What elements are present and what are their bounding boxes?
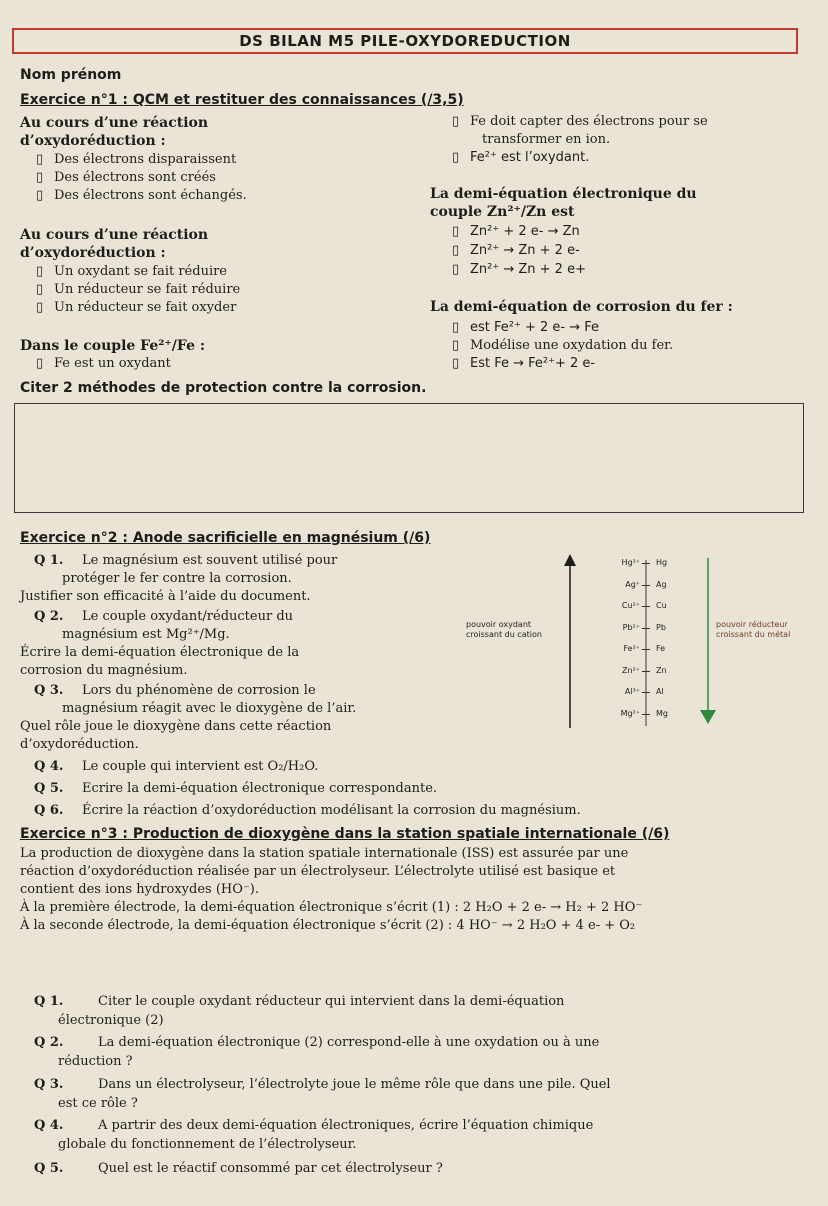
page-title: DS BILAN M5 PILE-OXYDOREDUCTION: [12, 28, 798, 54]
ex3-q3-line-1: Q 3. Dans un électrolyseur, l’électrolyte joue le même rôle que dans une pile. Quel: [34, 1077, 611, 1092]
ex1-q4-stem-1: La demi-équation électronique du: [430, 186, 697, 202]
ex2-q2-line-3: Écrire la demi-équation électronique de la: [20, 645, 300, 660]
ex1-q2-option[interactable]: ▯ Un oxydant se fait réduire: [36, 264, 228, 279]
ex3-intro-line: réaction d’oxydoréduction réalisée par un électrolyseur. L’électrolyte utilisé est basique et: [20, 864, 616, 879]
scale-oxidant: Al³⁺: [624, 687, 640, 696]
scale-right-label-2: croissant du métal: [716, 630, 791, 639]
scale-tick: [642, 563, 650, 564]
scale-oxidant: Zn²⁺: [622, 665, 640, 675]
checkbox-icon[interactable]: ▯: [36, 282, 44, 297]
ex2-q1-line-1: Q 1. Le magnésium est souvent utilisé pour: [34, 553, 338, 568]
scale-oxidant: Fe²⁺: [623, 644, 640, 653]
checkbox-icon[interactable]: ▯: [452, 338, 460, 353]
scale-reducer: Cu: [656, 601, 667, 610]
ex3-q1-line-1: Q 1. Citer le couple oxydant réducteur qui intervient dans la demi-équation: [34, 994, 565, 1009]
scale-tick: [642, 714, 650, 715]
scale-oxidant: Ag⁺: [625, 579, 640, 589]
ex1-title: Exercice n°1 : QCM et restituer des connaissances (/3,5): [20, 92, 464, 108]
ex3-intro-line: À la première électrode, la demi-équation électronique s’écrit (1) : 2 H₂O + 2 e- → H₂ + 2 HO⁻: [20, 900, 643, 915]
ex1-q1-stem-2: d’oxydoréduction :: [20, 133, 166, 149]
checkbox-icon[interactable]: ▯: [36, 170, 44, 185]
ex1-q1-option[interactable]: ▯ Des électrons disparaissent: [36, 152, 237, 167]
ex3-q2-line-1: Q 2. La demi-équation électronique (2) correspond-elle à une oxydation ou à une: [34, 1035, 600, 1050]
scale-tick: [642, 649, 650, 650]
ex3-intro-line: La production de dioxygène dans la station spatiale internationale (ISS) est assurée par une: [20, 846, 629, 861]
ex1-q4-stem-2: couple Zn²⁺/Zn est: [430, 204, 575, 220]
ex1-q2-option[interactable]: ▯ Un réducteur se fait réduire: [36, 282, 241, 297]
checkbox-icon[interactable]: ▯: [452, 262, 460, 277]
ex1-q3-option[interactable]: ▯ Fe²⁺ est l’oxydant.: [452, 150, 590, 165]
checkbox-icon[interactable]: ▯: [36, 188, 44, 203]
ex2-q2-line-4: corrosion du magnésium.: [20, 663, 188, 678]
ex2-q6: Q 6. Écrire la réaction d’oxydoréduction modélisant la corrosion du magnésium.: [34, 803, 581, 818]
ex2-q5: Q 5. Ecrire la demi-équation électronique correspondante.: [34, 781, 438, 796]
ex3-q1-line-2: électronique (2): [58, 1013, 164, 1028]
ex1-q2-stem-1: Au cours d’une réaction: [20, 227, 209, 243]
name-label: Nom prénom: [20, 67, 122, 83]
ex1-q5-option[interactable]: ▯ est Fe²⁺ + 2 e- → Fe: [452, 320, 600, 335]
scale-reducer: Fe: [656, 644, 666, 653]
ex1-q4-option[interactable]: ▯ Zn²⁺ + 2 e- → Zn: [452, 224, 580, 239]
ex3-intro-line: contient des ions hydroxydes (HO⁻).: [20, 882, 259, 897]
scale-left-label-1: pouvoir oxydant: [466, 620, 532, 629]
ex2-q3-line-1: Q 3. Lors du phénomène de corrosion le: [34, 683, 316, 698]
checkbox-icon[interactable]: ▯: [452, 150, 460, 165]
scale-left-label-2: croissant du cation: [466, 630, 542, 639]
checkbox-icon[interactable]: ▯: [36, 264, 44, 279]
ex2-q1-line-3: Justifier son efficacité à l’aide du document.: [20, 589, 311, 604]
checkbox-icon[interactable]: ▯: [36, 300, 44, 315]
scale-right-label-1: pouvoir réducteur: [716, 620, 788, 629]
checkbox-icon[interactable]: ▯: [36, 152, 44, 167]
ex2-q2-line-1: Q 2. Le couple oxydant/réducteur du: [34, 609, 294, 624]
ex1-q1-option[interactable]: ▯ Des électrons sont créés: [36, 170, 216, 185]
ex1-q5-option[interactable]: ▯ Modélise une oxydation du fer.: [452, 338, 674, 353]
redox-scale-graphic: [560, 552, 740, 732]
checkbox-icon[interactable]: ▯: [36, 356, 44, 371]
checkbox-icon[interactable]: ▯: [452, 356, 460, 371]
ex2-q3-line-3: Quel rôle joue le dioxygène dans cette réaction: [20, 719, 332, 734]
ex1-q4-option[interactable]: ▯ Zn²⁺ → Zn + 2 e+: [452, 262, 586, 277]
ex1-protection-question: Citer 2 méthodes de protection contre la corrosion.: [20, 380, 427, 396]
scale-reducer: Al: [656, 687, 664, 696]
ex1-q1-option[interactable]: ▯ Des électrons sont échangés.: [36, 188, 247, 203]
ex1-q3-option-cont: transformer en ion.: [482, 132, 611, 147]
ex1-q3-stem: Dans le couple Fe²⁺/Fe :: [20, 338, 206, 354]
ex2-q3-line-4: d’oxydoréduction.: [20, 737, 139, 752]
ex2-q4: Q 4. Le couple qui intervient est O₂/H₂O.: [34, 759, 319, 774]
ex3-q3-line-2: est ce rôle ?: [58, 1096, 138, 1111]
ex3-q4-line-1: Q 4. A partrir des deux demi-équation électroniques, écrire l’équation chimique: [34, 1118, 594, 1133]
scale-tick: [642, 628, 650, 629]
ex2-q3-line-2: magnésium réagit avec le dioxygène de l’air.: [62, 701, 357, 716]
scale-reducer: Mg: [656, 708, 668, 718]
ex2-title: Exercice n°2 : Anode sacrificielle en magnésium (/6): [20, 530, 431, 546]
ex3-q4-line-2: globale du fonctionnement de l’électrolyseur.: [58, 1137, 357, 1152]
oxidant-arrow-head-icon: [564, 554, 576, 566]
ex2-q1-line-2: protéger le fer contre la corrosion.: [62, 571, 292, 586]
scale-tick: [642, 606, 650, 607]
scale-reducer: Pb: [656, 622, 666, 632]
ex1-q4-option[interactable]: ▯ Zn²⁺ → Zn + 2 e-: [452, 243, 580, 258]
scale-tick: [642, 585, 650, 586]
checkbox-icon[interactable]: ▯: [452, 320, 460, 335]
scale-oxidant: Hg²⁺: [621, 558, 640, 567]
ex1-q3-option[interactable]: ▯ Fe doit capter des électrons pour se: [452, 114, 708, 129]
scale-oxidant: Pb²⁺: [622, 622, 640, 632]
ex3-title: Exercice n°3 : Production de dioxygène dans la station spatiale internationale (/6): [20, 826, 670, 842]
scale-oxidant: Cu²⁺: [621, 601, 640, 610]
ex3-q5-line-1: Q 5. Quel est le réactif consommé par cet électrolyseur ?: [34, 1161, 443, 1176]
ex1-q1-stem-1: Au cours d’une réaction: [20, 115, 209, 131]
scale-reducer: Zn: [656, 665, 667, 675]
reducer-arrow-head-icon: [700, 710, 716, 724]
scale-tick: [642, 671, 650, 672]
answer-box[interactable]: [14, 403, 804, 513]
checkbox-icon[interactable]: ▯: [452, 224, 460, 239]
ex3-intro-line: À la seconde électrode, la demi-équation électronique s’écrit (2) : 4 HO⁻ → 2 H₂O + 4 e- + O₂: [20, 918, 636, 933]
ex1-q5-option[interactable]: ▯ Est Fe → Fe²⁺+ 2 e-: [452, 356, 596, 371]
ex1-q2-stem-2: d’oxydoréduction :: [20, 245, 166, 261]
scale-tick: [642, 692, 650, 693]
ex2-q2-line-2: magnésium est Mg²⁺/Mg.: [62, 627, 230, 642]
ex3-q2-line-2: réduction ?: [58, 1054, 133, 1069]
ex1-q3-option[interactable]: ▯ Fe est un oxydant: [36, 356, 171, 371]
checkbox-icon[interactable]: ▯: [452, 114, 460, 129]
checkbox-icon[interactable]: ▯: [452, 243, 460, 258]
scale-reducer: Ag: [656, 579, 667, 589]
scale-reducer: Hg: [656, 558, 668, 567]
scale-oxidant: Mg²⁺: [620, 708, 640, 718]
ex1-q5-stem: La demi-équation de corrosion du fer :: [430, 299, 733, 315]
ex1-q2-option[interactable]: ▯ Un réducteur se fait oxyder: [36, 300, 237, 315]
